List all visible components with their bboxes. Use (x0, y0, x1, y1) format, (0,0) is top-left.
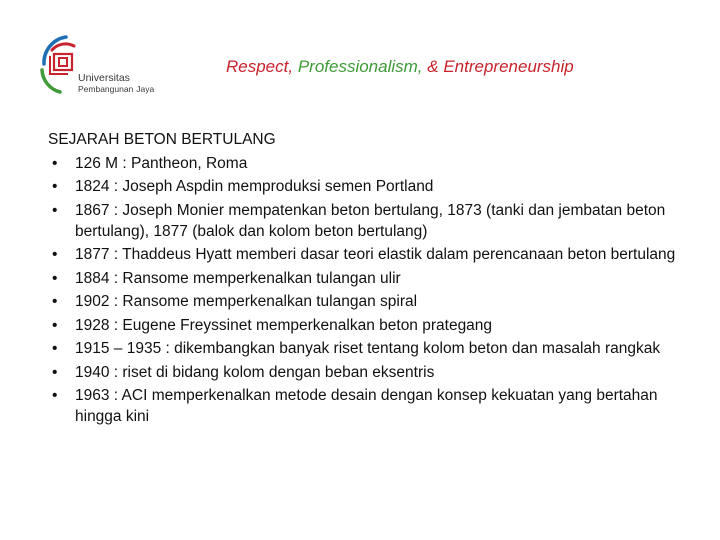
list-item (48, 315, 688, 336)
list-item-text: 126 M : Pantheon, Roma (75, 154, 248, 172)
list-item (48, 291, 688, 312)
slide-title: SEJARAH BETON BERTULANG (48, 131, 276, 148)
logo-line-2 (78, 84, 154, 95)
bullet-icon: • (52, 293, 58, 310)
list-item (48, 338, 688, 359)
bullet-icon: • (52, 246, 58, 263)
list-item (48, 244, 688, 265)
bullet-icon: • (52, 387, 58, 404)
list-item (48, 385, 688, 427)
bullet-icon: • (52, 363, 58, 381)
bullet-icon: • (52, 201, 58, 219)
tagline-entrepreneurship: Entrepreneurship (443, 57, 574, 76)
bullet-icon: • (52, 340, 58, 357)
tagline (226, 57, 574, 77)
university-logo (40, 34, 190, 98)
logo-line-1: Universitas (78, 72, 130, 84)
list-item (48, 200, 688, 242)
slide-content (48, 129, 688, 427)
bullet-icon: • (52, 269, 58, 287)
list-item-text: 1867 : Joseph Monier mempatenkan beton bertulang, 1873 (tanki dan jembatan beton bertulang), 1877 (balok dan kolom beton bertulang) (75, 201, 666, 240)
tagline-professionalism: Professionalism, (297, 57, 423, 76)
list-item (48, 268, 688, 289)
bullet-icon: • (52, 316, 58, 334)
list-item-text: 1902 : Ransome memperkenalkan tulangan spiral (75, 293, 418, 310)
list-item-text: 1915 – 1935 : dikembangkan banyak riset tentang kolom beton dan masalah rangkak (75, 340, 661, 357)
list-item-text: 1877 : Thaddeus Hyatt memberi dasar teori elastik dalam perencanaan beton bertulang (75, 246, 676, 263)
logo-line-2-small: Jaya (136, 84, 155, 94)
tagline-ampersand: & (422, 57, 444, 76)
list-item-text: 1884 : Ransome memperkenalkan tulangan ulir (75, 269, 401, 287)
logo-line-2-main: Pembangunan (78, 84, 134, 94)
list-item (48, 362, 688, 383)
bullet-icon: • (52, 178, 58, 195)
list-item (48, 176, 688, 197)
bullet-icon: • (52, 154, 58, 172)
logo-text (78, 73, 154, 95)
tagline-respect: Respect, (226, 57, 298, 76)
list-item-text: 1928 : Eugene Freyssinet memperkenalkan beton prategang (75, 316, 493, 334)
list-item-text: 1940 : riset di bidang kolom dengan beban eksentris (75, 363, 435, 381)
list-item-text: 1963 : ACI memperkenalkan metode desain dengan konsep kekuatan yang bertahan hingga kini (75, 387, 658, 425)
list-item (48, 153, 688, 174)
history-list (48, 153, 688, 428)
list-item-text: 1824 : Joseph Aspdin memproduksi semen Portland (75, 178, 434, 195)
